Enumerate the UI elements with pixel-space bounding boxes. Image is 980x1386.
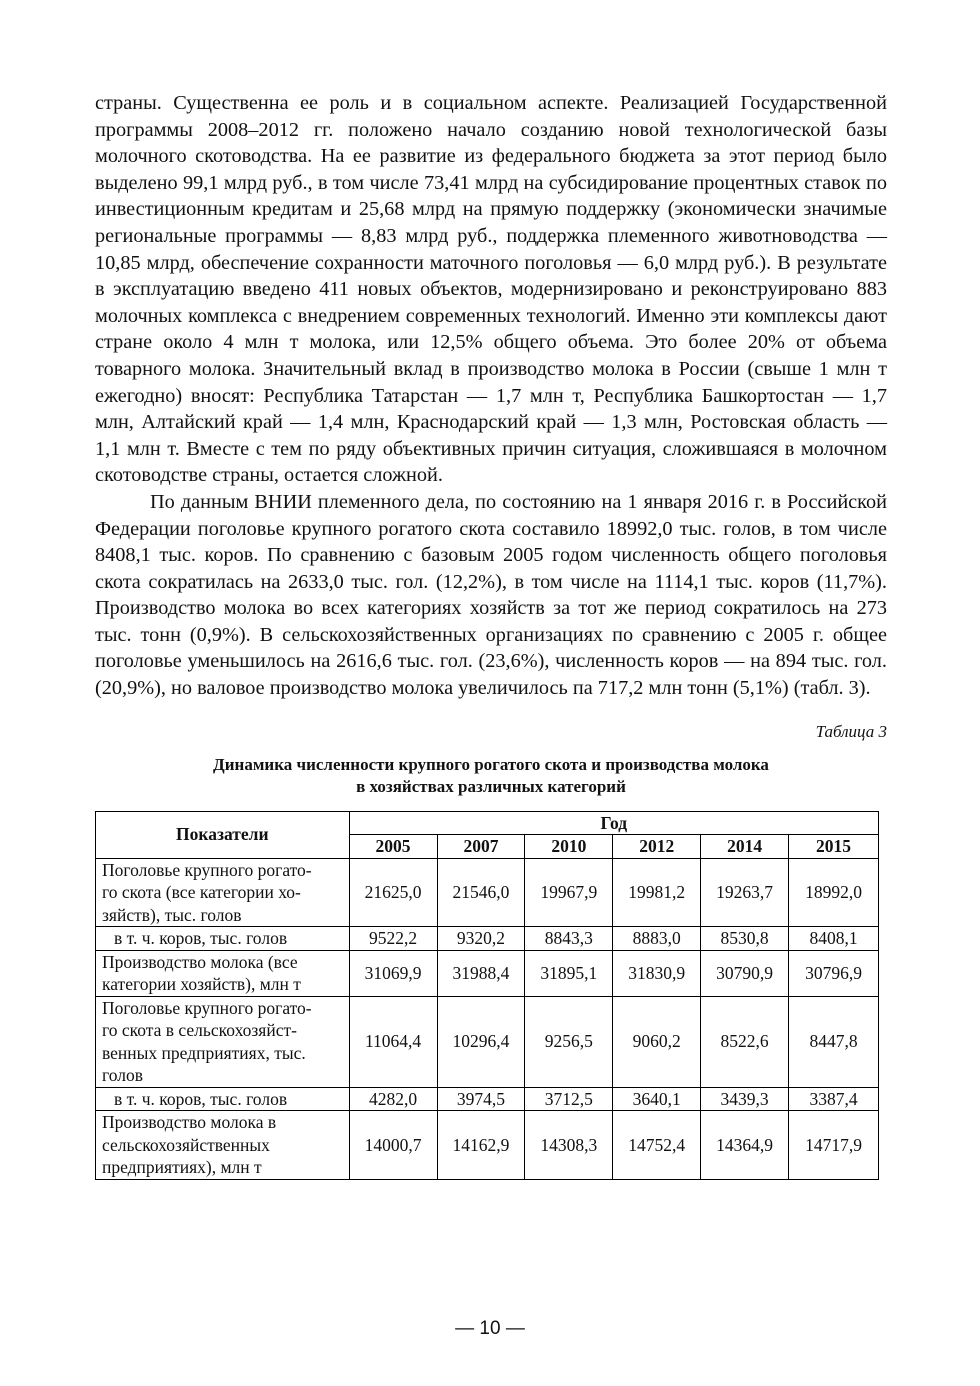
- value-cell: 3640,1: [613, 1087, 701, 1111]
- row-label: [96, 858, 350, 927]
- row-label-line: Поголовье крупного рогато-: [102, 997, 312, 1018]
- row-label-line: венных предприятиях, тыс.: [102, 1042, 306, 1063]
- value-cell: 14162,9: [437, 1111, 525, 1180]
- row-label-line: го скота в сельскохозяйст-: [102, 1020, 297, 1041]
- value-cell: 3439,3: [701, 1087, 789, 1111]
- value-cell: 9320,2: [437, 927, 525, 951]
- value-cell: 18992,0: [789, 858, 879, 927]
- value-cell: 8883,0: [613, 927, 701, 951]
- data-table: [95, 811, 879, 1180]
- year-header-2005: 2005: [349, 835, 437, 859]
- header-year: Год: [349, 811, 878, 835]
- row-label-line: Производство молока в: [102, 1112, 277, 1133]
- row-label-line: сельскохозяйственных: [102, 1134, 270, 1155]
- page-content: [95, 90, 887, 1180]
- value-cell: 30796,9: [789, 950, 879, 996]
- value-cell: 9060,2: [613, 996, 701, 1087]
- paragraph-2: По данным ВНИИ племенного дела, по состоянию на 1 января 2016 г. в Российской Федерации поголовье крупного рогатого скота составило 18992,0 тыс. голов, в том числе 8408,1 тыс. коров. По сравнению с базовым 2005 годом численность общего поголовья скота сократилась на 2633,0 тыс. гол. (12,2%), в том числе на 1114,1 тыс. коров (11,7%). Производство молока во всех категориях хозяйств за тот же период сократилось на 273 тыс. тонн (0,9%). В сельскохозяйственных организациях по сравнению с 2005 г. общее поголовье уменьшилось на 2616,6 тыс. гол. (23,6%), численность коров — на 894 тыс. гол. (20,9%), но валовое производство молока увеличилось па 717,2 млн тонн (5,1%) (табл. 3).: [95, 490, 887, 700]
- value-cell: 14364,9: [701, 1111, 789, 1180]
- row-label-line: в т. ч. коров, тыс. голов: [114, 928, 288, 949]
- table-row: [96, 1087, 879, 1111]
- value-cell: 21546,0: [437, 858, 525, 927]
- value-cell: 19263,7: [701, 858, 789, 927]
- value-cell: 10296,4: [437, 996, 525, 1087]
- table-row: [96, 996, 879, 1087]
- table-row: [96, 858, 879, 927]
- value-cell: 8408,1: [789, 927, 879, 951]
- value-cell: 19981,2: [613, 858, 701, 927]
- table-label: Таблица 3: [815, 721, 887, 741]
- value-cell: 8843,3: [525, 927, 613, 951]
- row-label-line: категории хозяйств), млн т: [102, 974, 301, 995]
- value-cell: 31895,1: [525, 950, 613, 996]
- value-cell: 3387,4: [789, 1087, 879, 1111]
- row-label-line: предприятиях), млн т: [102, 1157, 262, 1178]
- table-row: [96, 927, 879, 951]
- table-title-line-1: Динамика численности крупного рогатого скота и производства молока: [213, 754, 769, 774]
- year-header-2007: 2007: [437, 835, 525, 859]
- row-label-line: голов: [102, 1065, 144, 1086]
- value-cell: 14000,7: [349, 1111, 437, 1180]
- paragraph-1: страны. Существенна ее роль и в социальном аспекте. Реализацией Государственной программы 2008–2012 гг. положено начало созданию новой технологической базы молочного скотоводства. На ее развитие из федерального бюджета за этот период было выделено 99,1 млрд руб., в том числе 73,41 млрд на субсидирование процентных ставок по инвестиционным кредитам и 25,68 млрд на прямую поддержку (экономически значимые региональные программы — 8,83 млрд руб., поддержка племенного животноводства — 10,85 млрд, обеспечение сохранности маточного поголовья — 6,0 млрд руб.). В результате в эксплуатацию введено 411 новых объектов, модернизировано и реконструировано 883 молочных комплекса с внедрением современных технологий. Именно эти комплексы дают стране около 4 млн т молока, или 12,5% общего объема. Это более 20% от объема товарного молока. Значительный вклад в производство молока в России (свыше 1 млн т ежегодно) вносят: Республика Татарстан — 1,7 млн т, Республика Башкортостан — 1,7 млн, Алтайский край — 1,4 млн, Краснодарский край — 1,3 млн, Ростовская область — 1,1 млн т. Вместе с тем по ряду объективных причин ситуация, сложившаяся в молочном скотоводстве страны, остается сложной.: [95, 92, 887, 487]
- row-label-line: Поголовье крупного рогато-: [102, 859, 312, 880]
- row-label: [96, 1087, 350, 1111]
- value-cell: 11064,4: [349, 996, 437, 1087]
- year-header-2012: 2012: [613, 835, 701, 859]
- value-cell: 31069,9: [349, 950, 437, 996]
- value-cell: 31830,9: [613, 950, 701, 996]
- row-label: [96, 1111, 350, 1180]
- table-row: [96, 950, 879, 996]
- value-cell: 30790,9: [701, 950, 789, 996]
- table-body: [96, 858, 879, 1179]
- value-cell: 4282,0: [349, 1087, 437, 1111]
- value-cell: 8530,8: [701, 927, 789, 951]
- table-title: [95, 754, 887, 798]
- table-title-line-2: в хозяйствах различных категорий: [356, 776, 626, 796]
- value-cell: 14752,4: [613, 1111, 701, 1180]
- value-cell: 21625,0: [349, 858, 437, 927]
- row-label-line: Производство молока (все: [102, 951, 298, 972]
- row-label-line: зяйств), тыс. голов: [102, 904, 242, 925]
- value-cell: 9522,2: [349, 927, 437, 951]
- table-row: [96, 1111, 879, 1180]
- value-cell: 3712,5: [525, 1087, 613, 1111]
- value-cell: 8522,6: [701, 996, 789, 1087]
- value-cell: 3974,5: [437, 1087, 525, 1111]
- value-cell: 31988,4: [437, 950, 525, 996]
- header-indicator: Показатели: [96, 811, 350, 858]
- value-cell: 9256,5: [525, 996, 613, 1087]
- row-label: [96, 950, 350, 996]
- row-label: [96, 927, 350, 951]
- value-cell: 14308,3: [525, 1111, 613, 1180]
- year-header-2014: 2014: [701, 835, 789, 859]
- page-number: — 10 —: [455, 1318, 525, 1339]
- value-cell: 14717,9: [789, 1111, 879, 1180]
- value-cell: 19967,9: [525, 858, 613, 927]
- value-cell: 8447,8: [789, 996, 879, 1087]
- row-label-line: в т. ч. коров, тыс. голов: [114, 1088, 288, 1109]
- row-label-line: го скота (все категории хо-: [102, 882, 301, 903]
- year-header-2010: 2010: [525, 835, 613, 859]
- row-label: [96, 996, 350, 1087]
- header-row: [96, 811, 879, 835]
- year-header-2015: 2015: [789, 835, 879, 859]
